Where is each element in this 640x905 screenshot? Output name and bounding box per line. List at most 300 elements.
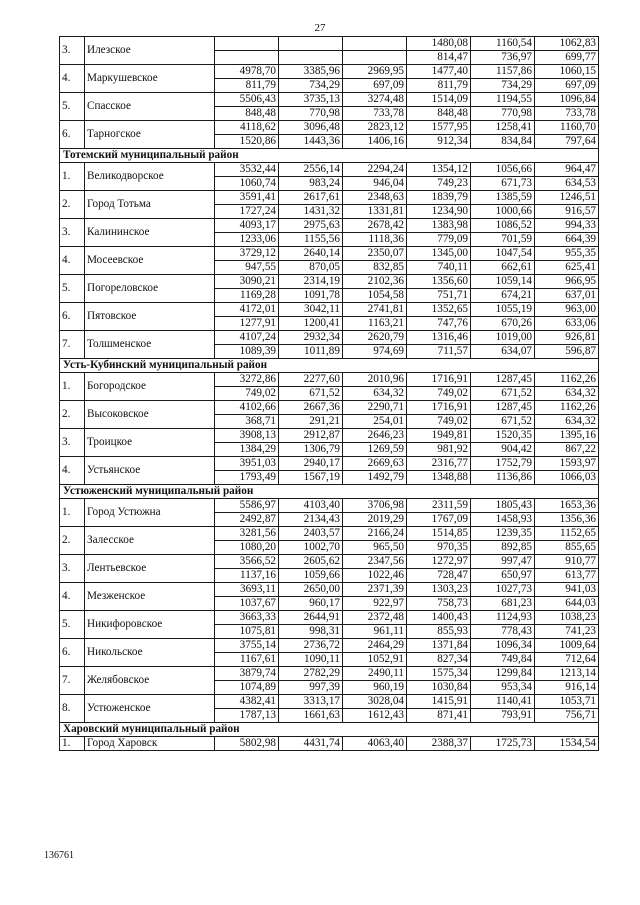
value-cell: 749,02: [407, 387, 471, 401]
value-cell: 926,81: [535, 331, 599, 345]
table-row: [60, 457, 599, 471]
value-cell: 1091,78: [279, 289, 343, 303]
settlement-name: Город Тотьма: [85, 191, 215, 219]
value-cell: 2650,00: [279, 583, 343, 597]
value-cell: 1030,84: [407, 681, 471, 695]
district-heading: Усть-Кубинский муниципальный район: [60, 359, 599, 373]
value-cell: 2823,12: [343, 121, 407, 135]
value-cell: 2492,87: [215, 513, 279, 527]
value-cell: 2669,63: [343, 457, 407, 471]
value-cell: 2277,60: [279, 373, 343, 387]
value-cell: 779,09: [407, 233, 471, 247]
value-cell: 1054,58: [343, 289, 407, 303]
value-cell: 1060,15: [535, 65, 599, 79]
settlement-name: Никифоровское: [85, 611, 215, 639]
value-cell: 3693,11: [215, 583, 279, 597]
value-cell: 1096,34: [471, 639, 535, 653]
value-cell: 1316,46: [407, 331, 471, 345]
table-row: [60, 65, 599, 79]
value-cell: 1345,00: [407, 247, 471, 261]
value-cell: 1727,24: [215, 205, 279, 219]
value-cell: 4093,17: [215, 219, 279, 233]
value-cell: 1160,70: [535, 121, 599, 135]
value-cell: 1443,36: [279, 135, 343, 149]
value-cell: 1431,32: [279, 205, 343, 219]
value-cell: 733,78: [535, 107, 599, 121]
value-cell: 1269,59: [343, 443, 407, 457]
value-cell: 827,34: [407, 653, 471, 667]
value-cell: [343, 51, 407, 65]
value-cell: 1593,97: [535, 457, 599, 471]
value-cell: 1331,81: [343, 205, 407, 219]
district-heading-row: [60, 485, 599, 499]
value-cell: 1477,40: [407, 65, 471, 79]
value-cell: 1514,09: [407, 93, 471, 107]
value-cell: 749,02: [407, 415, 471, 429]
value-cell: 1233,06: [215, 233, 279, 247]
table-row: [60, 121, 599, 135]
value-cell: 650,97: [471, 569, 535, 583]
value-cell: 1052,91: [343, 653, 407, 667]
value-cell: 740,11: [407, 261, 471, 275]
value-cell: 983,24: [279, 177, 343, 191]
value-cell: 1258,41: [471, 121, 535, 135]
value-cell: 1157,86: [471, 65, 535, 79]
table-row: [60, 247, 599, 261]
table-row: [60, 37, 599, 51]
table-row: [60, 219, 599, 233]
value-cell: 1163,21: [343, 317, 407, 331]
value-cell: 1384,29: [215, 443, 279, 457]
district-heading: Устюженский муниципальный район: [60, 485, 599, 499]
value-cell: 1047,54: [471, 247, 535, 261]
value-cell: 749,84: [471, 653, 535, 667]
settlement-name: Богородское: [85, 373, 215, 401]
value-cell: 1767,09: [407, 513, 471, 527]
table-row: [60, 275, 599, 289]
value-cell: 2311,59: [407, 499, 471, 513]
settlement-name: Илезское: [85, 37, 215, 65]
value-cell: 1140,41: [471, 695, 535, 709]
table-row: [60, 401, 599, 415]
value-cell: 778,43: [471, 625, 535, 639]
district-heading: Тотемский муниципальный район: [60, 149, 599, 163]
value-cell: 634,53: [535, 177, 599, 191]
value-cell: 1246,51: [535, 191, 599, 205]
row-number: 2.: [60, 191, 85, 219]
value-cell: 4063,40: [343, 737, 407, 751]
row-number: 3.: [60, 37, 85, 65]
value-cell: 1086,52: [471, 219, 535, 233]
settlement-name: Город Устюжна: [85, 499, 215, 527]
value-cell: 734,29: [279, 79, 343, 93]
value-cell: 671,52: [471, 387, 535, 401]
value-cell: 1400,43: [407, 611, 471, 625]
value-cell: 613,77: [535, 569, 599, 583]
settlement-name: Спасское: [85, 93, 215, 121]
value-cell: 1080,20: [215, 541, 279, 555]
value-cell: 1354,12: [407, 163, 471, 177]
row-number: 4.: [60, 247, 85, 275]
document-code: 136761: [44, 850, 74, 861]
settlement-name: Лентьевское: [85, 555, 215, 583]
value-cell: 2640,14: [279, 247, 343, 261]
value-cell: 811,79: [407, 79, 471, 93]
value-cell: 997,47: [471, 555, 535, 569]
value-cell: 3274,48: [343, 93, 407, 107]
value-cell: 1162,26: [535, 401, 599, 415]
settlement-name: Погореловское: [85, 275, 215, 303]
value-cell: 1124,93: [471, 611, 535, 625]
value-cell: 1096,84: [535, 93, 599, 107]
value-cell: 1575,34: [407, 667, 471, 681]
value-cell: 2667,36: [279, 401, 343, 415]
value-cell: 4102,66: [215, 401, 279, 415]
value-cell: 1066,03: [535, 471, 599, 485]
value-cell: 966,95: [535, 275, 599, 289]
value-cell: 964,47: [535, 163, 599, 177]
value-cell: 1167,61: [215, 653, 279, 667]
value-cell: 634,32: [535, 387, 599, 401]
value-cell: 4118,62: [215, 121, 279, 135]
value-cell: 2290,71: [343, 401, 407, 415]
district-heading: Харовский муниципальный район: [60, 723, 599, 737]
row-number: 7.: [60, 331, 85, 359]
value-cell: 1009,64: [535, 639, 599, 653]
value-cell: 1793,49: [215, 471, 279, 485]
value-cell: 1213,14: [535, 667, 599, 681]
value-cell: 981,92: [407, 443, 471, 457]
value-cell: 1011,89: [279, 345, 343, 359]
value-cell: 1234,90: [407, 205, 471, 219]
value-cell: 1371,84: [407, 639, 471, 653]
settlement-name: Пятовское: [85, 303, 215, 331]
value-cell: 1056,66: [471, 163, 535, 177]
value-cell: 1752,79: [471, 457, 535, 471]
value-cell: 2605,62: [279, 555, 343, 569]
value-cell: 4431,74: [279, 737, 343, 751]
value-cell: 1022,46: [343, 569, 407, 583]
value-cell: 5586,97: [215, 499, 279, 513]
value-cell: 2678,42: [343, 219, 407, 233]
row-number: 3.: [60, 555, 85, 583]
value-cell: 662,61: [471, 261, 535, 275]
value-cell: 3042,11: [279, 303, 343, 317]
value-cell: 2166,24: [343, 527, 407, 541]
settlement-name: Желябовское: [85, 667, 215, 695]
value-cell: 3729,12: [215, 247, 279, 261]
value-cell: 697,09: [343, 79, 407, 93]
row-number: 1.: [60, 737, 85, 751]
value-cell: 3706,98: [343, 499, 407, 513]
value-cell: 2010,96: [343, 373, 407, 387]
table-row: [60, 373, 599, 387]
settlement-name: Город Харовск: [85, 737, 215, 751]
table-row: [60, 555, 599, 569]
value-cell: 3272,86: [215, 373, 279, 387]
value-cell: 1287,45: [471, 401, 535, 415]
value-cell: 741,23: [535, 625, 599, 639]
table-row: [60, 639, 599, 653]
value-cell: 1053,71: [535, 695, 599, 709]
value-cell: 1160,54: [471, 37, 535, 51]
value-cell: 4172,01: [215, 303, 279, 317]
table-row: [60, 611, 599, 625]
value-cell: 1725,73: [471, 737, 535, 751]
value-cell: 960,19: [343, 681, 407, 695]
value-cell: 2371,39: [343, 583, 407, 597]
value-cell: 1949,81: [407, 429, 471, 443]
value-cell: 2134,43: [279, 513, 343, 527]
value-cell: 2741,81: [343, 303, 407, 317]
value-cell: 625,41: [535, 261, 599, 275]
row-number: 6.: [60, 639, 85, 667]
value-cell: 1055,19: [471, 303, 535, 317]
value-cell: 1152,65: [535, 527, 599, 541]
value-cell: 814,47: [407, 51, 471, 65]
value-cell: 3028,04: [343, 695, 407, 709]
value-cell: 1492,79: [343, 471, 407, 485]
value-cell: 1000,66: [471, 205, 535, 219]
table-row: [60, 499, 599, 513]
value-cell: 2102,36: [343, 275, 407, 289]
value-cell: 1356,36: [535, 513, 599, 527]
value-cell: 1612,43: [343, 709, 407, 723]
table-row: [60, 163, 599, 177]
value-cell: 736,97: [471, 51, 535, 65]
value-cell: 1534,54: [535, 737, 599, 751]
value-cell: 1075,81: [215, 625, 279, 639]
value-cell: 1306,79: [279, 443, 343, 457]
value-cell: 2556,14: [279, 163, 343, 177]
value-cell: 633,06: [535, 317, 599, 331]
value-cell: [279, 37, 343, 51]
value-cell: 1194,55: [471, 93, 535, 107]
row-number: 1.: [60, 373, 85, 401]
value-cell: 1074,89: [215, 681, 279, 695]
value-cell: 946,04: [343, 177, 407, 191]
value-cell: 1383,98: [407, 219, 471, 233]
value-cell: 1162,26: [535, 373, 599, 387]
settlement-name: Маркушевское: [85, 65, 215, 93]
table-row: [60, 737, 599, 751]
value-cell: 4103,40: [279, 499, 343, 513]
value-cell: 1716,91: [407, 373, 471, 387]
value-cell: 1385,59: [471, 191, 535, 205]
value-cell: 1458,93: [471, 513, 535, 527]
value-cell: 751,71: [407, 289, 471, 303]
value-cell: 1415,91: [407, 695, 471, 709]
table-row: [60, 667, 599, 681]
value-cell: 749,02: [215, 387, 279, 401]
tariff-table: [59, 36, 599, 751]
value-cell: 770,98: [471, 107, 535, 121]
value-cell: 2490,11: [343, 667, 407, 681]
value-cell: 699,77: [535, 51, 599, 65]
value-cell: 855,65: [535, 541, 599, 555]
value-cell: 832,85: [343, 261, 407, 275]
settlement-name: Троицкое: [85, 429, 215, 457]
row-number: 7.: [60, 667, 85, 695]
row-number: 2.: [60, 527, 85, 555]
value-cell: 953,34: [471, 681, 535, 695]
value-cell: 3663,33: [215, 611, 279, 625]
settlement-name: Устьянское: [85, 457, 215, 485]
settlement-name: Мосеевское: [85, 247, 215, 275]
value-cell: 674,21: [471, 289, 535, 303]
row-number: 2.: [60, 401, 85, 429]
value-cell: 770,98: [279, 107, 343, 121]
value-cell: 1062,83: [535, 37, 599, 51]
row-number: 4.: [60, 583, 85, 611]
row-number: 8.: [60, 695, 85, 723]
value-cell: 2019,29: [343, 513, 407, 527]
value-cell: 728,47: [407, 569, 471, 583]
value-cell: 1038,23: [535, 611, 599, 625]
value-cell: 963,00: [535, 303, 599, 317]
value-cell: 1037,67: [215, 597, 279, 611]
value-cell: 1002,70: [279, 541, 343, 555]
value-cell: 1287,45: [471, 373, 535, 387]
value-cell: 871,41: [407, 709, 471, 723]
value-cell: 870,05: [279, 261, 343, 275]
value-cell: 1169,28: [215, 289, 279, 303]
value-cell: 3591,41: [215, 191, 279, 205]
value-cell: 3908,13: [215, 429, 279, 443]
table-row: [60, 93, 599, 107]
value-cell: 1520,35: [471, 429, 535, 443]
value-cell: 1118,36: [343, 233, 407, 247]
value-cell: 1090,11: [279, 653, 343, 667]
value-cell: 2372,48: [343, 611, 407, 625]
value-cell: 1239,35: [471, 527, 535, 541]
table-row: [60, 695, 599, 709]
row-number: 1.: [60, 163, 85, 191]
value-cell: 2403,57: [279, 527, 343, 541]
value-cell: 2782,29: [279, 667, 343, 681]
value-cell: 637,01: [535, 289, 599, 303]
value-cell: 834,84: [471, 135, 535, 149]
value-cell: 3281,56: [215, 527, 279, 541]
value-cell: 596,87: [535, 345, 599, 359]
value-cell: 2940,17: [279, 457, 343, 471]
district-heading-row: [60, 149, 599, 163]
value-cell: 1303,23: [407, 583, 471, 597]
table-row: [60, 429, 599, 443]
value-cell: 5506,43: [215, 93, 279, 107]
value-cell: 4978,70: [215, 65, 279, 79]
value-cell: 912,34: [407, 135, 471, 149]
value-cell: 3735,13: [279, 93, 343, 107]
table-row: [60, 191, 599, 205]
value-cell: 1136,86: [471, 471, 535, 485]
value-cell: 670,26: [471, 317, 535, 331]
value-cell: 291,21: [279, 415, 343, 429]
table-row: [60, 527, 599, 541]
row-number: 6.: [60, 303, 85, 331]
value-cell: 855,93: [407, 625, 471, 639]
value-cell: 1406,16: [343, 135, 407, 149]
value-cell: [215, 37, 279, 51]
value-cell: 2646,23: [343, 429, 407, 443]
value-cell: 2620,79: [343, 331, 407, 345]
value-cell: 2969,95: [343, 65, 407, 79]
value-cell: 910,77: [535, 555, 599, 569]
value-cell: 1137,16: [215, 569, 279, 583]
value-cell: 2294,24: [343, 163, 407, 177]
value-cell: 1155,56: [279, 233, 343, 247]
value-cell: 2316,77: [407, 457, 471, 471]
value-cell: 758,73: [407, 597, 471, 611]
value-cell: 1027,73: [471, 583, 535, 597]
value-cell: 634,32: [535, 415, 599, 429]
value-cell: 811,79: [215, 79, 279, 93]
value-cell: 1059,14: [471, 275, 535, 289]
value-cell: 697,09: [535, 79, 599, 93]
value-cell: 1661,63: [279, 709, 343, 723]
value-cell: 2464,29: [343, 639, 407, 653]
row-number: 5.: [60, 93, 85, 121]
value-cell: 2912,87: [279, 429, 343, 443]
value-cell: 994,33: [535, 219, 599, 233]
value-cell: 2347,56: [343, 555, 407, 569]
value-cell: 5802,98: [215, 737, 279, 751]
value-cell: 1352,65: [407, 303, 471, 317]
settlement-name: Залесское: [85, 527, 215, 555]
value-cell: 1200,41: [279, 317, 343, 331]
settlement-name: Великодворское: [85, 163, 215, 191]
value-cell: 3385,96: [279, 65, 343, 79]
value-cell: 2350,07: [343, 247, 407, 261]
value-cell: 2644,91: [279, 611, 343, 625]
table-row: [60, 331, 599, 345]
value-cell: 797,64: [535, 135, 599, 149]
row-number: 5.: [60, 275, 85, 303]
value-cell: 701,59: [471, 233, 535, 247]
value-cell: 3096,48: [279, 121, 343, 135]
value-cell: 961,11: [343, 625, 407, 639]
value-cell: 2736,72: [279, 639, 343, 653]
value-cell: 4382,41: [215, 695, 279, 709]
value-cell: 733,78: [343, 107, 407, 121]
value-cell: 2975,63: [279, 219, 343, 233]
settlement-name: Устюженское: [85, 695, 215, 723]
value-cell: 671,73: [471, 177, 535, 191]
settlement-name: Мезженское: [85, 583, 215, 611]
row-number: 4.: [60, 65, 85, 93]
value-cell: 1059,66: [279, 569, 343, 583]
value-cell: [215, 51, 279, 65]
value-cell: 3532,44: [215, 163, 279, 177]
value-cell: 941,03: [535, 583, 599, 597]
value-cell: 2617,61: [279, 191, 343, 205]
value-cell: 916,57: [535, 205, 599, 219]
value-cell: 1019,00: [471, 331, 535, 345]
value-cell: 712,64: [535, 653, 599, 667]
value-cell: [279, 51, 343, 65]
district-heading-row: [60, 359, 599, 373]
value-cell: 1356,60: [407, 275, 471, 289]
value-cell: 1653,36: [535, 499, 599, 513]
district-heading-row: [60, 723, 599, 737]
value-cell: 749,23: [407, 177, 471, 191]
value-cell: 997,39: [279, 681, 343, 695]
value-cell: 904,42: [471, 443, 535, 457]
value-cell: 947,55: [215, 261, 279, 275]
value-cell: 1787,13: [215, 709, 279, 723]
settlement-name: Тарногское: [85, 121, 215, 149]
row-number: 1.: [60, 499, 85, 527]
